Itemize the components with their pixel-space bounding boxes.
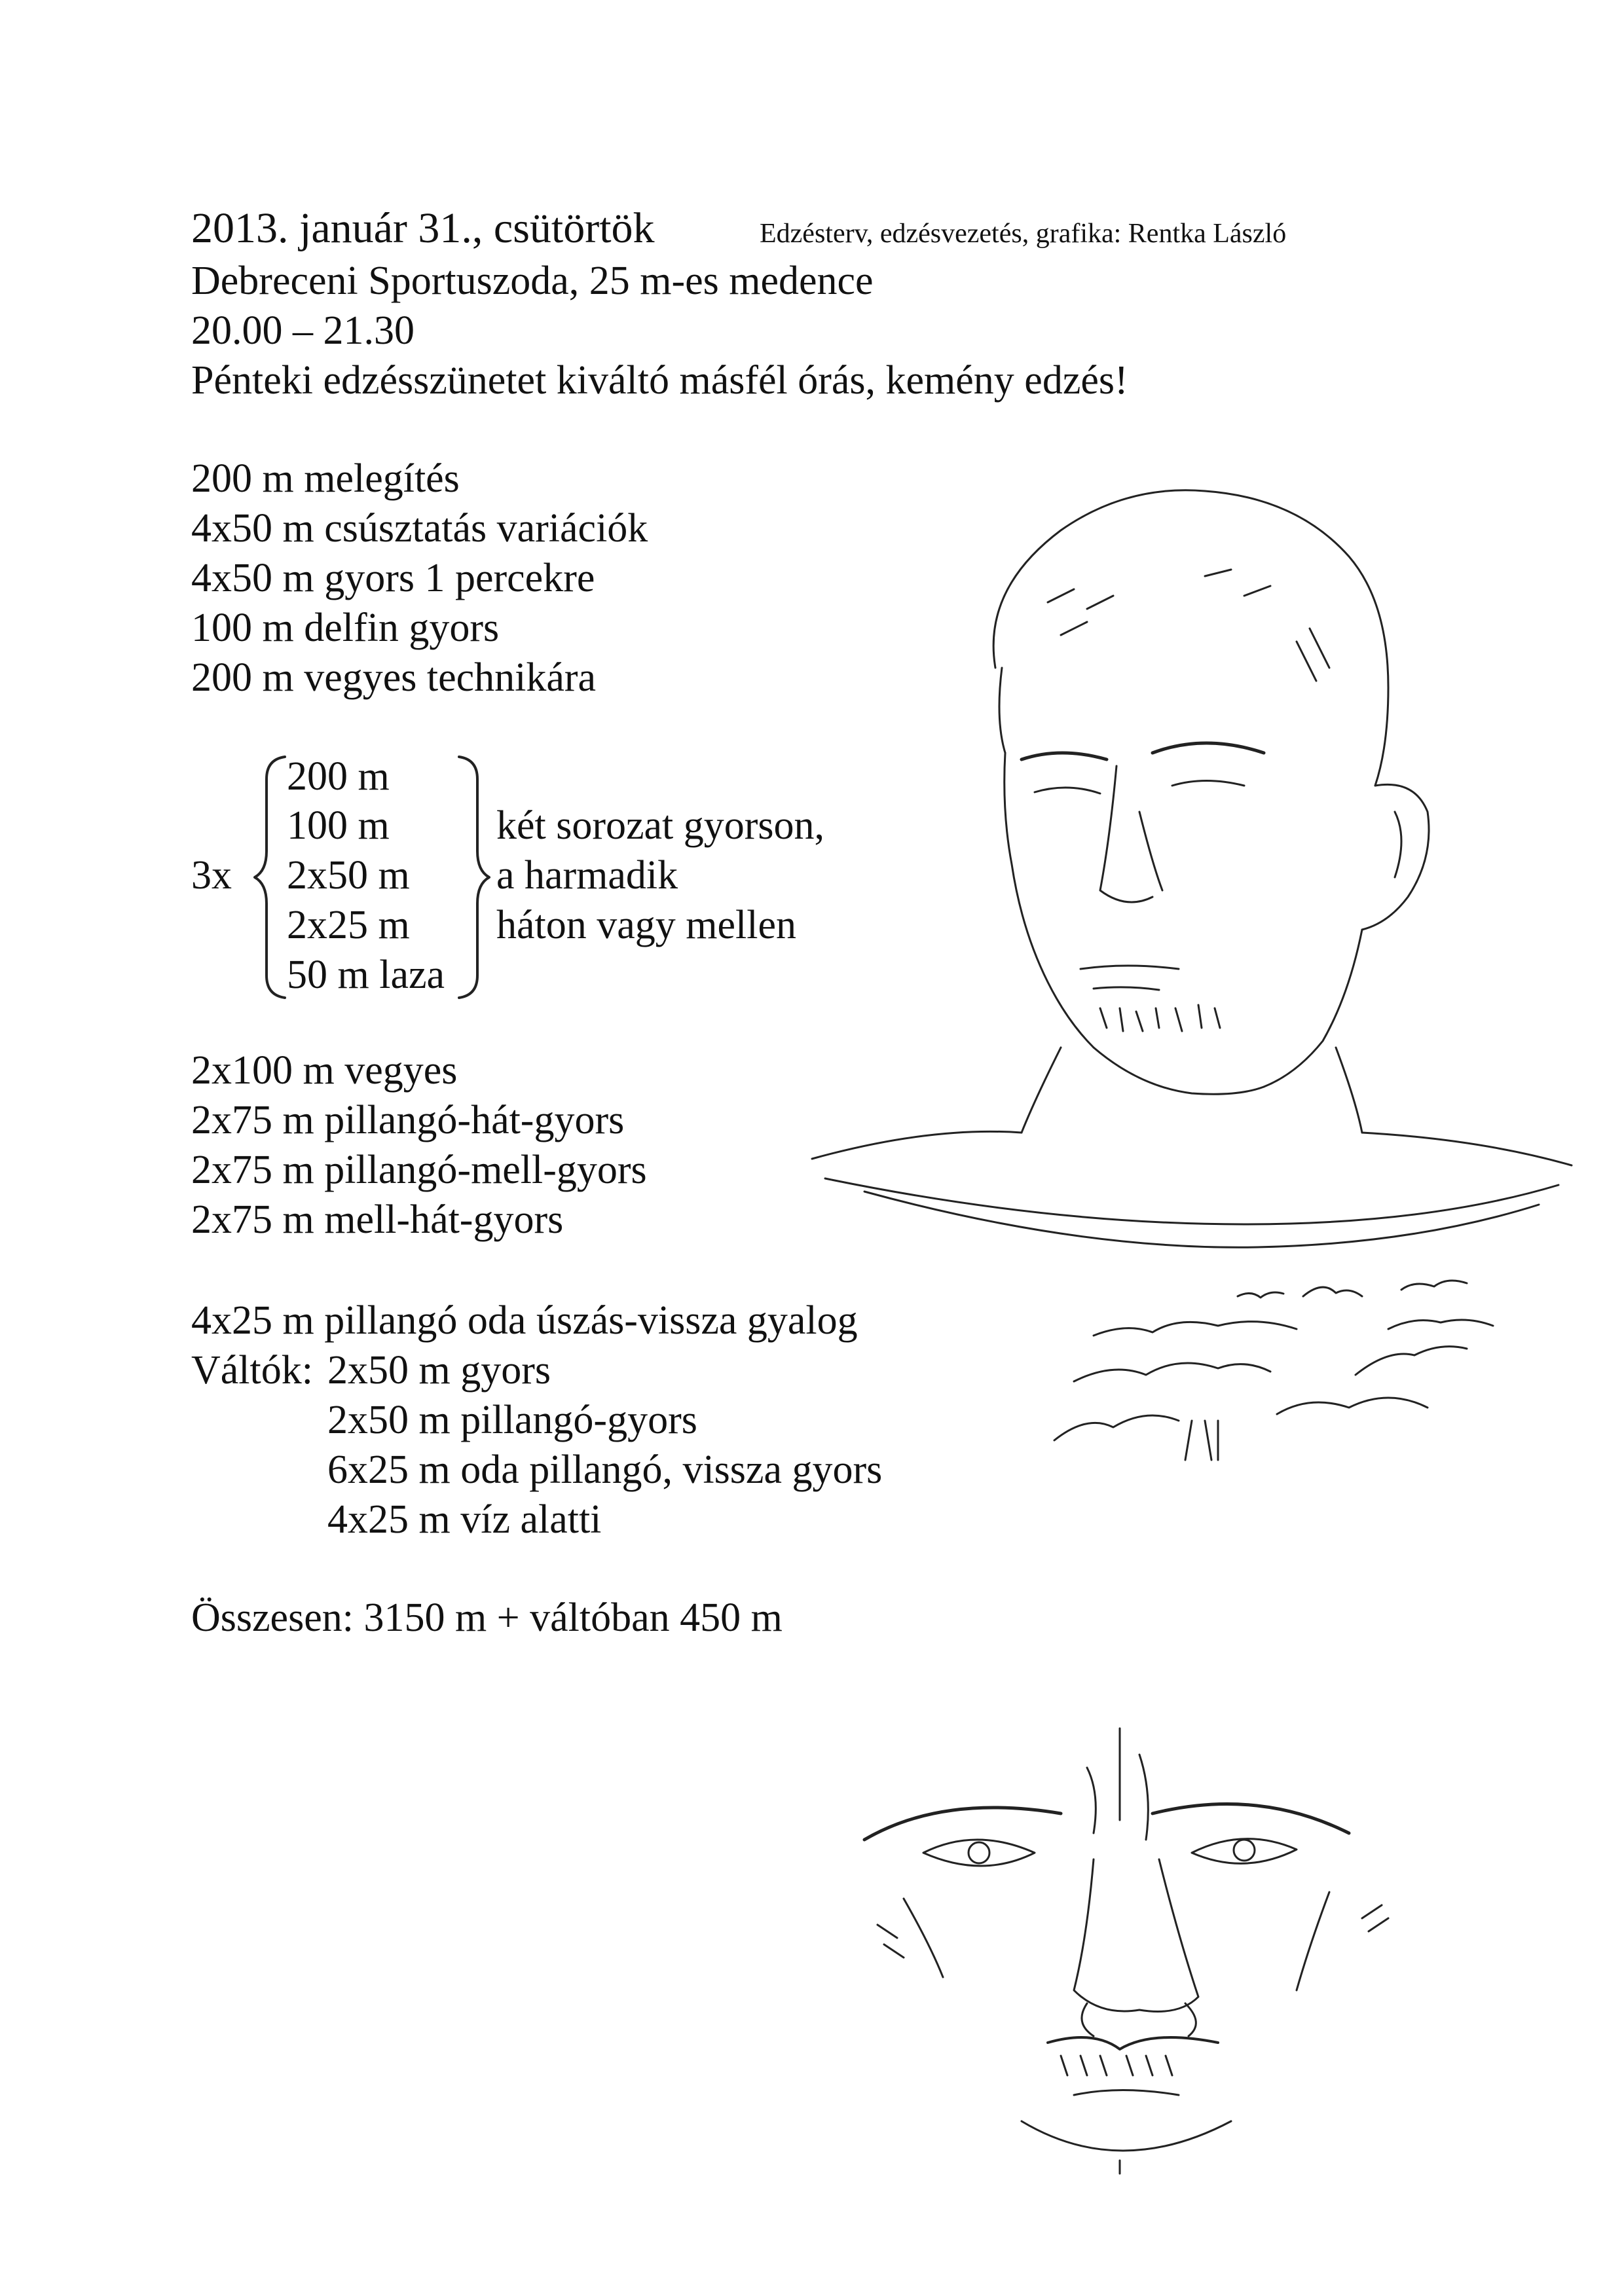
series-item: 50 m laza (287, 953, 445, 997)
head-sketch-icon (786, 471, 1598, 1270)
medley-item: 2x75 m pillangó-hát-gyors (191, 1098, 625, 1142)
relay-label: Váltók: (191, 1348, 313, 1393)
warmup-item: 4x50 m csúsztatás variációk (191, 506, 648, 551)
warmup-item: 100 m delfin gyors (191, 606, 500, 650)
series-item: 2x50 m (287, 853, 410, 898)
warmup-item: 200 m vegyes technikára (191, 655, 597, 700)
warmup-item: 200 m melegítés (191, 456, 460, 501)
medley-item: 2x75 m pillangó-mell-gyors (191, 1148, 647, 1192)
series-item: 200 m (287, 754, 390, 799)
series-note: a harmadik (496, 853, 678, 898)
relay-item: 4x25 m víz alatti (327, 1497, 602, 1542)
time-line: 20.00 – 21.30 (191, 308, 415, 353)
medley-item: 2x75 m mell-hát-gyors (191, 1197, 564, 1242)
warmup-item: 4x50 m gyors 1 percekre (191, 556, 595, 600)
right-brace (455, 753, 494, 1002)
relay-item: 6x25 m oda pillangó, vissza gyors (327, 1448, 883, 1492)
location-line: Debreceni Sportuszoda, 25 m-es medence (191, 259, 874, 303)
medley-item: 2x100 m vegyes (191, 1048, 458, 1093)
relay-item: 2x50 m gyors (327, 1348, 551, 1393)
face-closeup-sketch-icon (812, 1728, 1493, 2187)
relay-first-line: 4x25 m pillangó oda úszás-vissza gyalog (191, 1298, 858, 1343)
date-heading: 2013. január 31., csütörtök (191, 204, 655, 252)
birds-sketch-icon (1048, 1270, 1506, 1506)
series-note: két sorozat gyorson, (496, 803, 825, 848)
series-multiplier: 3x (191, 853, 232, 898)
total-line: Összesen: 3150 m + váltóban 450 m (191, 1595, 783, 1640)
credit-line: Edzésterv, edzésvezetés, grafika: Rentka László (760, 219, 1287, 249)
relay-item: 2x50 m pillangó-gyors (327, 1398, 697, 1442)
series-item: 100 m (287, 803, 390, 848)
note-line: Pénteki edzésszünetet kiváltó másfél órás, kemény edzés! (191, 358, 1128, 403)
series-note: háton vagy mellen (496, 903, 796, 947)
left-brace (252, 753, 291, 1002)
series-item: 2x25 m (287, 903, 410, 947)
